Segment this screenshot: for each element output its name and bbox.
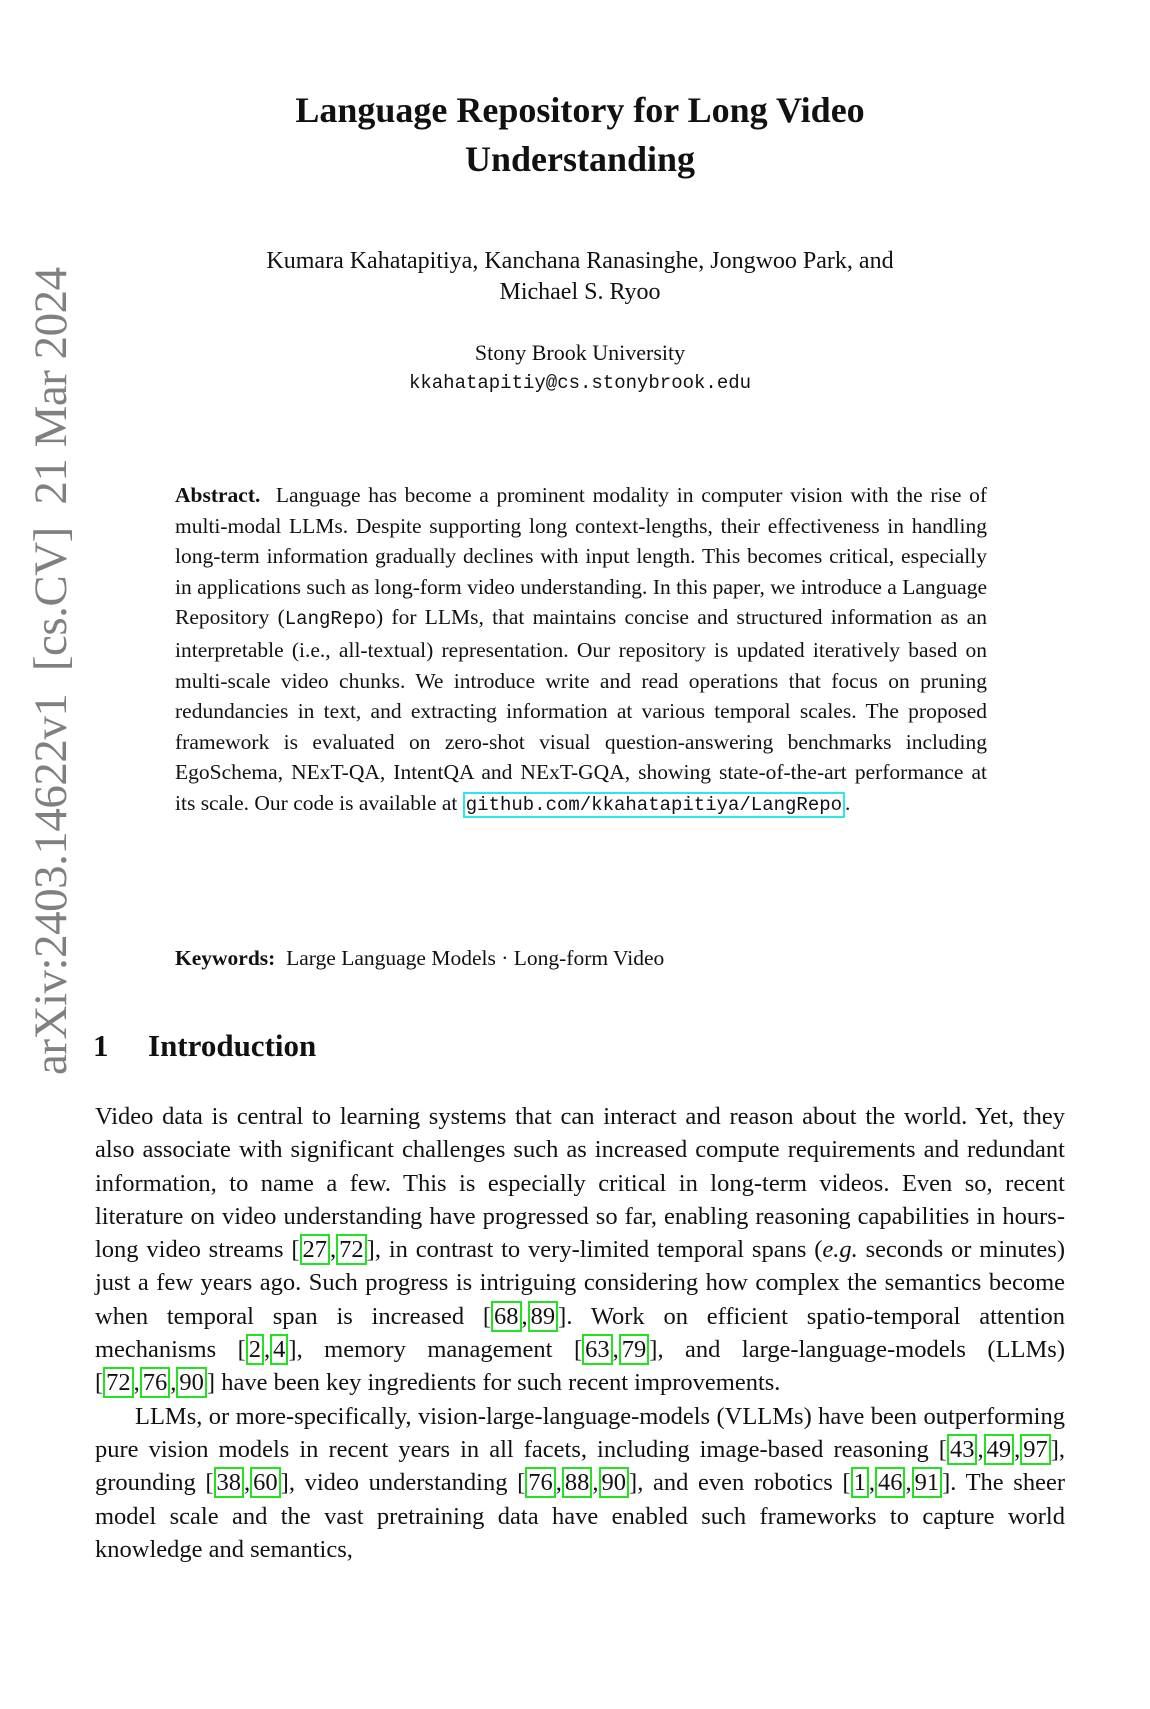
- title-line-2: Understanding: [464, 139, 696, 179]
- section-number: 1: [93, 1028, 109, 1063]
- text-run: have been key ingredients for such recent improvements.: [215, 1369, 781, 1397]
- keywords-label: Keywords:: [175, 946, 276, 970]
- code-repository-link[interactable]: github.com/kkahatapitiya/LangRepo: [463, 792, 845, 818]
- citation-link[interactable]: 72: [336, 1234, 367, 1265]
- keywords: [175, 943, 987, 973]
- citation-link[interactable]: 89: [528, 1301, 559, 1332]
- text-run: Video data is central to learning systems that can interact and reason about the world. Yet, they also associate with significant challenges such as increased compute requirements and redundant information, to name a few. This is especially critical in long-term videos. Even so, recent literature on video understanding have progressed so far, enabling reasoning capabilities in hours-long video streams: [95, 1103, 1065, 1264]
- paper-title: [150, 86, 1010, 184]
- citation-link[interactable]: 76: [140, 1367, 171, 1398]
- abstract-text-3: .: [845, 790, 851, 815]
- paragraph-2: LLMs, or more-specifically, vision-large-language-models (VLLMs) have been outperforming pure vision models in recent years in all facets, including image-based reasoning [ 43 , 49 , 97 ], grounding [ 38 , 60 ], video understanding [ 76 , 88 , 90 ], and even robotics [ 1 , 46 , 91 ]. The sheer model scale and the vast pretraining data have enabled such frameworks to capture world knowledge and semantics,: [95, 1402, 1065, 1563]
- text-run: . The sheer model scale and the vast pretraining data have enabled such frameworks to capture world knowledge and semantics,: [95, 1469, 1065, 1563]
- citation-link[interactable]: 88: [562, 1467, 593, 1498]
- text-run: , and even robotics: [637, 1469, 843, 1497]
- text-run: e.g.: [822, 1236, 858, 1264]
- arxiv-identifier-stamp: arXiv:2403.14622v1 [cs.CV] 21 Mar 2024: [25, 267, 77, 1075]
- paragraph-1: Video data is central to learning systems that can interact and reason about the world. Yet, they also associate with significant challenges such as increased compute requirements and redundant information, to name a few. This is especially critical in long-term videos. Even so, recent literature on video understanding have progressed so far, enabling reasoning capabilities in hours-long video streams [ 27 , 72 ], in contrast to very-limited temporal spans (e.g. seconds or minutes) just a few years ago. Such progress is intriguing considering how complex the semantics become when temporal span is increased [ 68 , 89 ]. Work on efficient spatio-temporal attention mechanisms [ 2 , 4 ], memory management [ 63 , 79 ], and large-language-models (LLMs) [ 72 , 76 , 90 ] have been key ingredients for such recent improvements.: [95, 1103, 1065, 1397]
- citation-link[interactable]: 76: [525, 1467, 556, 1498]
- text-run: . Work on efficient spatio-temporal attention mechanisms: [95, 1302, 1065, 1364]
- citation-link[interactable]: 79: [619, 1334, 650, 1365]
- text-run: , and large-language-models (LLMs): [657, 1336, 1065, 1364]
- abstract-label: Abstract.: [175, 483, 261, 507]
- abstract-text-2: ) for LLMs, that maintains concise and structured information as an interpretable (i.e., all-textual) representation. Our repository is updated iteratively based on multi-scale video chunks. We introduce write and read operations that focus on pruning redundancies in text, and extracting information at various temporal scales. The proposed framework is evaluated on zero-shot visual question-answering benchmarks including EgoSchema, NExT-QA, IntentQA and NExT-GQA, showing state-of-the-art performance at its scale. Our code is available at: [175, 605, 987, 815]
- citation-link[interactable]: 38: [214, 1467, 245, 1498]
- text-run: seconds or minutes) just a few years ago. Such progress is intriguing considering how complex the semantics become when temporal span is increased: [95, 1236, 1065, 1330]
- citation-link[interactable]: 60: [250, 1467, 281, 1498]
- abstract: [175, 480, 987, 821]
- citation-link[interactable]: 90: [599, 1467, 630, 1498]
- citation-link[interactable]: 68: [491, 1301, 522, 1332]
- text-run: , memory management: [296, 1336, 574, 1364]
- text-run: LLMs, or more-specifically, vision-large-language-models (VLLMs) have been outperforming pure vision models in recent years in all facets, including image-based reasoning: [95, 1402, 1065, 1463]
- citation-link[interactable]: 90: [176, 1367, 207, 1398]
- citation-link[interactable]: 2: [246, 1334, 264, 1365]
- text-run: , grounding: [95, 1435, 1065, 1497]
- author-list: [150, 246, 1010, 308]
- citation-link[interactable]: 27: [300, 1234, 331, 1265]
- text-run: , video understanding: [288, 1469, 518, 1497]
- citation-link[interactable]: 91: [912, 1467, 943, 1498]
- section-heading: [93, 1028, 316, 1064]
- abstract-text-1: Language has become a prominent modality in computer vision with the rise of multi-modal LLMs. Despite supporting long context-lengths, their effectiveness in handling long-term information gradually declines with input length. This becomes critical, especially in applications such as long-form video understanding. In this paper, we introduce a Language Repository (: [175, 483, 987, 630]
- authors-line-2: Michael S. Ryoo: [499, 279, 661, 305]
- citation-link[interactable]: 4: [270, 1334, 288, 1365]
- citation-link[interactable]: 43: [947, 1434, 978, 1465]
- citation-link[interactable]: 46: [875, 1467, 906, 1498]
- citation-link[interactable]: 49: [984, 1434, 1015, 1465]
- citation-link[interactable]: 72: [103, 1367, 134, 1398]
- title-line-1: Language Repository for Long Video: [295, 90, 865, 130]
- method-name: LangRepo: [284, 608, 376, 631]
- citation-link[interactable]: 1: [851, 1467, 869, 1498]
- affiliation: Stony Brook University: [474, 340, 686, 365]
- section-title: Introduction: [148, 1028, 317, 1063]
- keywords-text: Large Language Models · Long-form Video: [286, 946, 665, 970]
- authors-line-1: Kumara Kahatapitiya, Kanchana Ranasinghe, Jongwoo Park, and: [266, 248, 894, 274]
- contact-email[interactable]: kkahatapitiy@cs.stonybrook.edu: [408, 372, 752, 394]
- text-run: , in contrast to very-limited temporal spans (: [374, 1236, 823, 1264]
- affiliation-block: [150, 338, 1010, 398]
- citation-link[interactable]: 97: [1020, 1434, 1051, 1465]
- citation-link[interactable]: 63: [582, 1334, 613, 1365]
- introduction-body: [95, 1100, 1065, 1566]
